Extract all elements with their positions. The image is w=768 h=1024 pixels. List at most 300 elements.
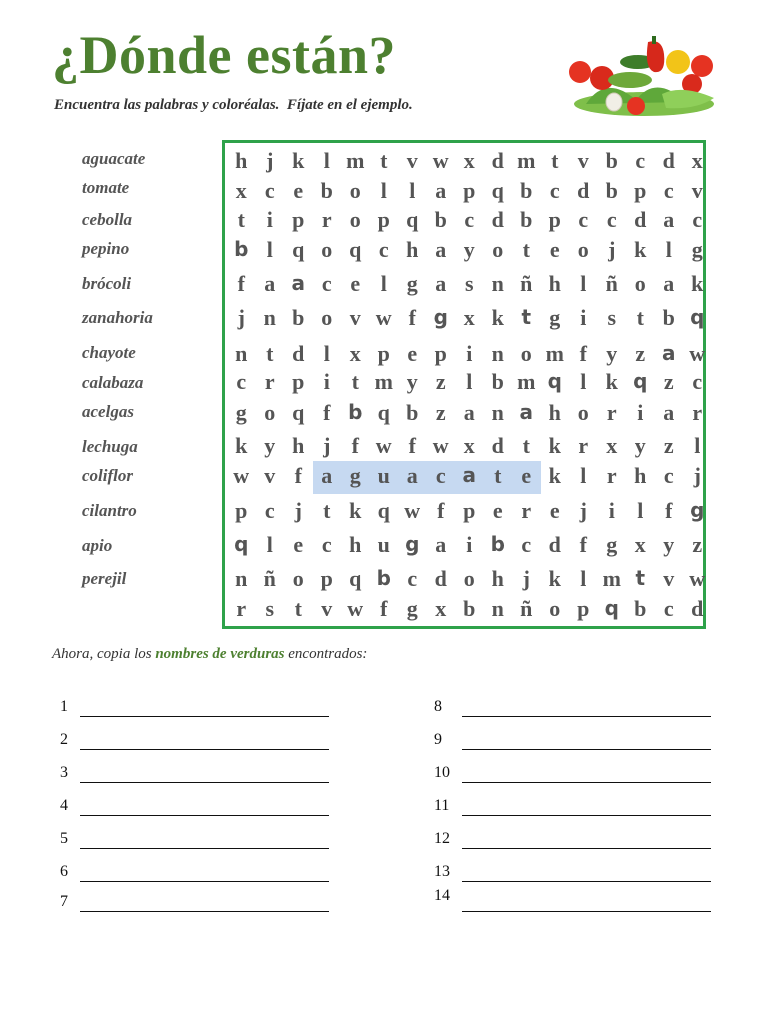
grid-letter: p	[292, 207, 305, 232]
grid-letter: c	[635, 148, 646, 173]
answer-number: 9	[434, 731, 442, 748]
grid-letter: x	[435, 596, 447, 621]
grid-letter: a	[463, 400, 475, 425]
grid-letter: c	[578, 207, 589, 232]
answer-line[interactable]	[434, 887, 712, 907]
grid-letter: b	[491, 369, 504, 394]
grid-letter: x	[463, 148, 475, 173]
grid-letter: r	[264, 369, 275, 394]
grid-letter: y	[634, 433, 646, 458]
grid-letter: b	[406, 400, 419, 425]
grid-letter: i	[323, 369, 330, 394]
word-list-item: perejil	[82, 569, 127, 588]
grid-letter: d	[434, 566, 447, 591]
vegetables-icon	[566, 34, 722, 120]
grid-letter: z	[663, 433, 674, 458]
grid-letter: f	[579, 341, 587, 366]
grid-letter: u	[377, 532, 390, 557]
word-list-item: zanahoria	[82, 308, 153, 327]
word-list-item: tomate	[82, 178, 130, 197]
grid-letter: p	[377, 207, 390, 232]
grid-letter: f	[408, 305, 416, 330]
grid-letter: b	[605, 148, 618, 173]
instruction-emphasis: nombres de verduras	[155, 646, 285, 662]
grid-letter: l	[266, 532, 273, 557]
grid-letter: l	[580, 463, 587, 488]
grid-letter: j	[579, 498, 587, 523]
answer-line[interactable]	[434, 764, 712, 784]
grid-letter: h	[235, 148, 248, 173]
grid-letter: t	[494, 463, 502, 488]
grid-letter: g	[433, 305, 448, 329]
instruction-text-end: encontrados:	[284, 646, 368, 662]
grid-letter: p	[434, 341, 447, 366]
grid-letter: h	[349, 532, 362, 557]
grid-letter: c	[378, 237, 389, 262]
grid-letter: m	[517, 148, 536, 173]
grid-letter: s	[607, 305, 617, 330]
grid-letter: h	[548, 271, 561, 296]
grid-letter: a	[406, 463, 418, 488]
grid-letter: y	[663, 532, 675, 557]
grid-letter: z	[435, 369, 446, 394]
grid-letter: e	[407, 341, 418, 366]
grid-letter: c	[236, 369, 247, 394]
grid-letter: n	[235, 341, 248, 366]
grid-letter: k	[548, 433, 561, 458]
grid-letter: k	[691, 271, 704, 296]
grid-letter: j	[522, 566, 530, 591]
grid-letter: d	[662, 148, 675, 173]
grid-letter: c	[321, 532, 332, 557]
grid-letter: y	[406, 369, 418, 394]
grid-letter: r	[321, 207, 332, 232]
grid-letter: z	[635, 341, 646, 366]
grid-letter: j	[693, 463, 701, 488]
grid-letter: d	[491, 148, 504, 173]
grid-letter: a	[663, 207, 675, 232]
grid-letter: q	[406, 207, 419, 232]
answer-line[interactable]	[60, 698, 330, 718]
grid-letter: o	[321, 305, 333, 330]
grid-letter: i	[637, 400, 644, 425]
grid-letter: c	[549, 178, 560, 203]
grid-letter: a	[462, 463, 476, 487]
answer-line[interactable]	[434, 797, 712, 817]
grid-letter: i	[608, 498, 615, 523]
answer-number: 12	[434, 830, 450, 847]
grid-letter: z	[692, 532, 703, 557]
grid-letter: r	[578, 433, 589, 458]
word-list-item: chayote	[82, 343, 136, 362]
grid-letter: x	[349, 341, 361, 366]
grid-letter: h	[406, 237, 419, 262]
grid-letter: p	[577, 596, 590, 621]
grid-letter: b	[662, 305, 675, 330]
grid-letter: o	[321, 237, 333, 262]
answer-line[interactable]	[434, 731, 712, 751]
grid-letter: l	[580, 566, 587, 591]
grid-letter: o	[292, 566, 304, 591]
grid-letter: d	[491, 433, 504, 458]
grid-letter: a	[435, 271, 447, 296]
grid-letter: s	[464, 271, 474, 296]
grid-letter: x	[235, 178, 247, 203]
grid-letter: h	[292, 433, 305, 458]
grid-letter: ñ	[520, 271, 533, 296]
grid-letter: t	[351, 369, 359, 394]
instruction-text: Ahora, copia los	[52, 646, 156, 662]
grid-letter: v	[691, 178, 703, 203]
grid-letter: a	[662, 341, 676, 365]
grid-letter: e	[492, 498, 503, 523]
grid-letter: o	[463, 566, 475, 591]
grid-letter: y	[606, 341, 618, 366]
grid-letter: e	[293, 532, 304, 557]
grid-letter: v	[321, 596, 333, 621]
grid-letter: b	[490, 532, 505, 556]
grid-letter: q	[234, 532, 249, 556]
grid-letter: b	[605, 178, 618, 203]
grid-letter: t	[522, 433, 530, 458]
word-list-item: pepino	[82, 239, 130, 258]
grid-letter: c	[663, 178, 674, 203]
grid-letter: v	[577, 148, 589, 173]
grid-letter: m	[346, 148, 365, 173]
grid-letter: k	[292, 148, 305, 173]
answer-number: 10	[434, 764, 450, 781]
grid-letter: c	[321, 271, 332, 296]
grid-letter: x	[606, 433, 618, 458]
grid-letter: s	[265, 596, 275, 621]
answer-line[interactable]	[60, 797, 330, 817]
grid-letter: b	[434, 207, 447, 232]
grid-letter: o	[492, 237, 504, 262]
grid-letter: m	[517, 369, 536, 394]
grid-letter: g	[406, 596, 418, 621]
answer-blank[interactable]	[462, 782, 711, 783]
grid-letter: p	[548, 207, 561, 232]
answer-line[interactable]	[60, 830, 330, 850]
grid-letter: c	[692, 207, 703, 232]
grid-letter: f	[665, 498, 673, 523]
grid-letter: b	[463, 596, 476, 621]
grid-letter: a	[663, 400, 675, 425]
grid-letter: i	[266, 207, 273, 232]
grid-letter: e	[549, 498, 560, 523]
grid-letter: a	[264, 271, 276, 296]
grid-letter: g	[406, 271, 418, 296]
page-subtitle: Encuentra las palabras y coloréalas. Fíjate en el ejemplo.	[54, 97, 413, 113]
answer-blank[interactable]	[80, 782, 329, 783]
grid-letter: j	[323, 433, 331, 458]
grid-letter: o	[549, 596, 561, 621]
grid-letter: g	[235, 400, 247, 425]
answer-number: 14	[434, 887, 450, 904]
grid-letter: b	[634, 596, 647, 621]
grid-letter: c	[663, 463, 674, 488]
grid-letter: l	[580, 369, 587, 394]
answer-blank[interactable]	[80, 848, 329, 849]
grid-letter: t	[380, 148, 388, 173]
grid-letter: m	[602, 566, 621, 591]
grid-letter: j	[237, 305, 245, 330]
grid-letter: t	[521, 305, 532, 329]
grid-letter: k	[235, 433, 248, 458]
grid-letter: j	[266, 148, 274, 173]
grid-letter: i	[466, 341, 473, 366]
word-search-grid	[222, 140, 706, 629]
grid-letter: k	[548, 566, 561, 591]
grid-letter: n	[491, 271, 504, 296]
grid-letter: x	[691, 148, 703, 173]
grid-letter: m	[545, 341, 564, 366]
grid-letter: p	[377, 341, 390, 366]
grid-letter: v	[264, 463, 276, 488]
grid-letter: l	[266, 237, 273, 262]
grid-letter: g	[405, 532, 420, 556]
answer-blank[interactable]	[80, 911, 329, 912]
copy-instruction	[52, 646, 367, 663]
grid-letter: q	[292, 400, 305, 425]
answer-number: 3	[60, 764, 68, 781]
answer-line[interactable]	[60, 863, 330, 883]
grid-letter: v	[406, 148, 418, 173]
word-list-item: cebolla	[82, 210, 133, 229]
grid-letter: ñ	[520, 596, 533, 621]
answer-line[interactable]	[434, 830, 712, 850]
answer-number: 11	[434, 797, 450, 814]
grid-letter: c	[606, 207, 617, 232]
grid-letter: k	[634, 237, 647, 262]
grid-letter: r	[521, 498, 532, 523]
grid-letter: c	[521, 532, 532, 557]
grid-letter: r	[692, 400, 703, 425]
grid-letter: y	[264, 433, 276, 458]
answer-number: 2	[60, 731, 68, 748]
answer-blank[interactable]	[80, 716, 329, 717]
grid-letter: p	[634, 178, 647, 203]
grid-letter: l	[665, 237, 672, 262]
grid-letter: c	[435, 463, 446, 488]
answer-blank[interactable]	[462, 716, 711, 717]
word-list-item: coliflor	[82, 466, 133, 485]
grid-letter: q	[690, 305, 705, 329]
answer-line[interactable]	[434, 698, 712, 718]
grid-letter: y	[463, 237, 475, 262]
grid-letter: q	[633, 369, 648, 393]
grid-letter: e	[549, 237, 560, 262]
grid-letter: t	[294, 596, 302, 621]
grid-letter: l	[466, 369, 473, 394]
grid-letter: t	[323, 498, 331, 523]
grid-letter: p	[463, 498, 476, 523]
grid-letter: h	[491, 566, 504, 591]
word-list-item: cilantro	[82, 501, 137, 520]
grid-letter: p	[235, 498, 248, 523]
grid-letter: d	[491, 207, 504, 232]
grid-letter: t	[551, 148, 559, 173]
grid-letter: d	[548, 532, 561, 557]
grid-letter: g	[690, 498, 705, 522]
grid-letter: w	[432, 433, 449, 458]
answer-blank[interactable]	[462, 848, 711, 849]
grid-letter: w	[404, 498, 421, 523]
answer-number: 8	[434, 698, 442, 715]
grid-letter: c	[264, 178, 275, 203]
grid-letter: z	[435, 400, 446, 425]
grid-letter: q	[292, 237, 305, 262]
grid-letter: o	[634, 271, 646, 296]
answer-blank[interactable]	[462, 911, 711, 912]
grid-letter: l	[637, 498, 644, 523]
grid-letter: f	[380, 596, 388, 621]
grid-letter: l	[323, 148, 330, 173]
grid-letter: n	[491, 596, 504, 621]
grid-letter: d	[634, 207, 647, 232]
grid-letter: w	[689, 566, 706, 591]
grid-letter: d	[577, 178, 590, 203]
grid-letter: o	[349, 178, 361, 203]
answer-blank[interactable]	[462, 749, 711, 750]
grid-letter: i	[466, 532, 473, 557]
grid-letter: g	[691, 237, 703, 262]
answer-line[interactable]	[434, 863, 712, 883]
grid-letter: k	[548, 463, 561, 488]
grid-letter: v	[663, 566, 675, 591]
word-list-item: acelgas	[82, 402, 134, 421]
grid-letter: t	[522, 237, 530, 262]
grid-letter: f	[351, 433, 359, 458]
grid-letter: w	[432, 148, 449, 173]
grid-letter: a	[321, 463, 333, 488]
grid-letter: w	[689, 341, 706, 366]
grid-letter: a	[435, 237, 447, 262]
word-list-item: brócoli	[82, 274, 132, 293]
grid-letter: d	[691, 596, 704, 621]
grid-letter: l	[694, 433, 701, 458]
grid-letter: w	[375, 305, 392, 330]
grid-letter: f	[408, 433, 416, 458]
grid-letter: o	[264, 400, 276, 425]
grid-letter: t	[636, 305, 644, 330]
answer-line[interactable]	[60, 893, 330, 913]
answer-blank[interactable]	[462, 815, 711, 816]
grid-letter: w	[347, 596, 364, 621]
answer-blank[interactable]	[80, 749, 329, 750]
grid-letter: r	[236, 596, 247, 621]
grid-letter: l	[380, 271, 387, 296]
answer-number: 6	[60, 863, 68, 880]
answer-line[interactable]	[60, 764, 330, 784]
grid-letter: q	[349, 237, 362, 262]
grid-letter: n	[263, 305, 276, 330]
grid-letter: f	[579, 532, 587, 557]
grid-letter: p	[463, 178, 476, 203]
grid-letter: f	[437, 498, 445, 523]
grid-letter: c	[464, 207, 475, 232]
answer-line[interactable]	[60, 731, 330, 751]
grid-letter: f	[294, 463, 302, 488]
grid-letter: m	[374, 369, 393, 394]
grid-letter: h	[548, 400, 561, 425]
grid-letter: p	[320, 566, 333, 591]
grid-letter: n	[491, 400, 504, 425]
grid-letter: o	[577, 400, 589, 425]
grid-letter: r	[606, 463, 617, 488]
grid-letter: r	[606, 400, 617, 425]
answer-blank[interactable]	[80, 815, 329, 816]
grid-letter: u	[377, 463, 390, 488]
answer-number: 4	[60, 797, 68, 814]
answer-number: 7	[60, 893, 68, 910]
grid-letter: b	[376, 566, 391, 590]
grid-letter: v	[349, 305, 361, 330]
grid-letter: l	[409, 178, 416, 203]
grid-letter: l	[323, 341, 330, 366]
grid-letter: i	[580, 305, 587, 330]
grid-letter: l	[380, 178, 387, 203]
grid-letter: f	[237, 271, 245, 296]
grid-letter: p	[292, 369, 305, 394]
grid-letter: c	[692, 369, 703, 394]
grid-letter: q	[547, 369, 562, 393]
grid-letter: l	[580, 271, 587, 296]
grid-letter: k	[349, 498, 362, 523]
answer-blank[interactable]	[80, 881, 329, 882]
grid-letter: t	[237, 207, 245, 232]
answer-number: 5	[60, 830, 68, 847]
grid-letter: t	[266, 341, 274, 366]
grid-letter: d	[292, 341, 305, 366]
grid-letter: t	[635, 566, 646, 590]
grid-letter: b	[320, 178, 333, 203]
grid-letter: o	[520, 341, 532, 366]
word-list-item: aguacate	[82, 149, 146, 168]
grid-letter: k	[491, 305, 504, 330]
grid-letter: q	[349, 566, 362, 591]
grid-letter: e	[293, 178, 304, 203]
grid-letter: b	[520, 178, 533, 203]
grid-letter: b	[348, 400, 363, 424]
grid-letter: q	[377, 498, 390, 523]
grid-letter: e	[350, 271, 361, 296]
grid-letter: x	[463, 433, 475, 458]
grid-letter: h	[634, 463, 647, 488]
answer-number: 1	[60, 698, 68, 715]
word-list-item: calabaza	[82, 373, 144, 392]
grid-letter: x	[463, 305, 475, 330]
grid-letter: b	[292, 305, 305, 330]
answer-blank[interactable]	[462, 881, 711, 882]
grid-letter: c	[407, 566, 418, 591]
grid-letter: e	[521, 463, 532, 488]
grid-letter: q	[491, 178, 504, 203]
grid-letter: o	[349, 207, 361, 232]
word-list-item: apio	[82, 536, 113, 555]
grid-letter: j	[608, 237, 616, 262]
grid-letter: c	[663, 596, 674, 621]
grid-letter: o	[577, 237, 589, 262]
grid-letter: q	[377, 400, 390, 425]
grid-letter: g	[606, 532, 618, 557]
grid-letter: n	[491, 341, 504, 366]
grid-letter: c	[264, 498, 275, 523]
grid-letter: n	[235, 566, 248, 591]
grid-letter: z	[663, 369, 674, 394]
grid-letter: g	[349, 463, 361, 488]
grid-letter: k	[605, 369, 618, 394]
